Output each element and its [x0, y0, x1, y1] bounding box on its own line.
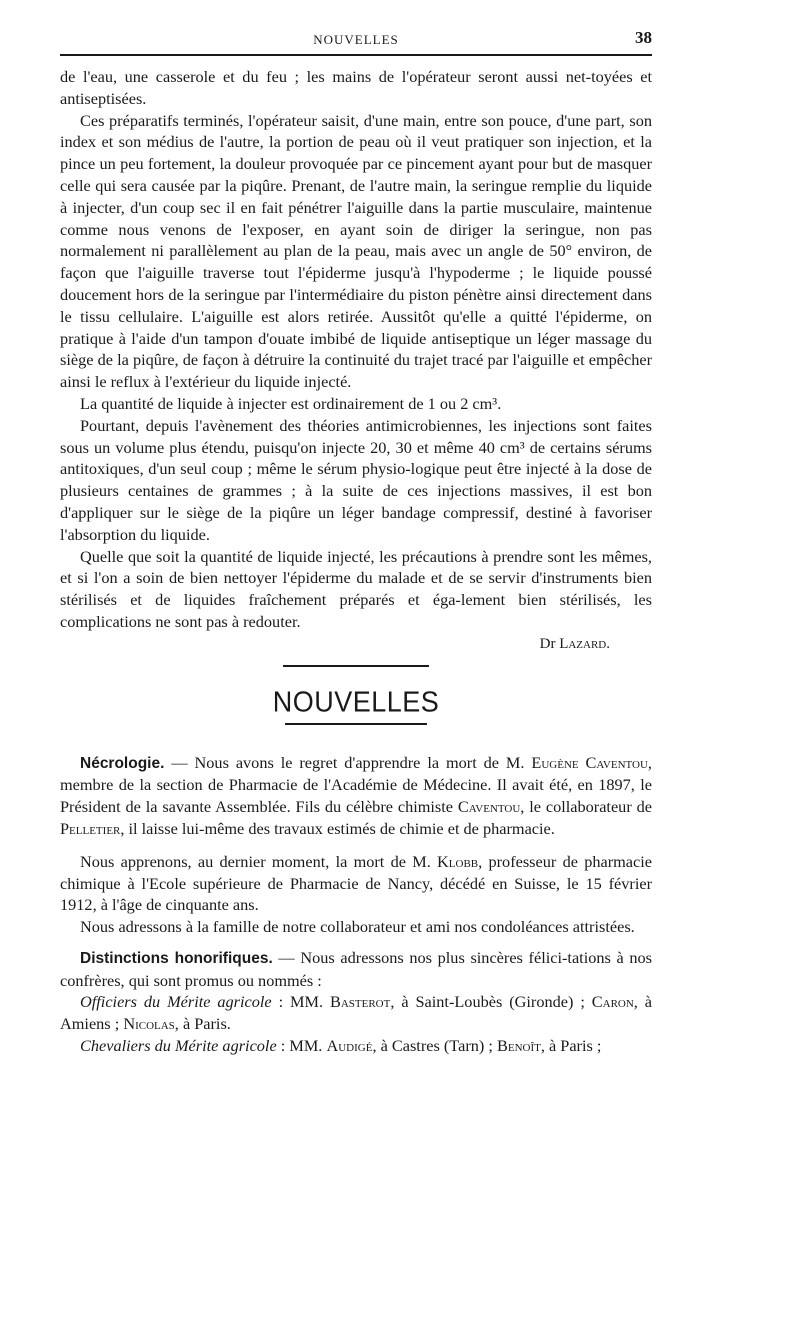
klobb-text-b: , professeur de pharmacie chimique à l'Ecole supérieure de Pharmacie de Nancy, décédé en Suisse, le 15 février 1912, à l'âge de cinquante ans.	[60, 851, 652, 915]
chevaliers-text-a: : MM.	[276, 1036, 327, 1056]
klobb-paragraph	[60, 851, 652, 916]
article-paragraph-5: Quelle que soit la quantité de liquide injecté, les précautions à prendre sont les mêmes, et si l'on a soin de bien nettoyer l'épiderme du malade et de se servir d'instruments bien stérilisés et de liquides fraîchement préparés et éga-lement bien stérilisés, les complications ne sont pas à redouter.	[60, 546, 652, 631]
title-underline	[285, 723, 427, 725]
running-title: NOUVELLES	[313, 32, 399, 47]
klobb-text-a: Nous apprenons, au dernier moment, la mort de M.	[80, 851, 438, 871]
officiers-text-d: , à Paris.	[174, 1014, 231, 1034]
journal-page	[60, 24, 652, 1057]
officiers-name-c: Nicolas	[123, 1014, 175, 1034]
chevaliers-text-b: , à Castres (Tarn) ;	[372, 1036, 497, 1056]
officiers-text-c: , à Amiens ;	[60, 992, 653, 1034]
officiers-label: Officiers du Mérite agricole	[80, 992, 272, 1012]
condoleances-paragraph: Nous adressons à la famille de notre collaborateur et ami nos condoléances attristées.	[80, 917, 635, 937]
section-title: NOUVELLES	[272, 685, 440, 718]
distinctions-paragraph	[60, 947, 652, 992]
news-body	[60, 752, 652, 1057]
author-signature	[60, 634, 652, 656]
necrologie-name-c: Pelletier	[60, 818, 121, 838]
officiers-name-b: Caron	[591, 992, 634, 1012]
section-divider	[283, 665, 429, 667]
chevaliers-text-c: , à Paris ;	[540, 1036, 602, 1056]
page-header	[60, 24, 652, 56]
necrologie-name-a: Eugène Caventou	[531, 752, 648, 772]
officiers-text-b: , à Saint-Loubès (Gironde) ;	[390, 992, 592, 1012]
chevaliers-name-a: Audigé	[326, 1036, 373, 1056]
signature-name: Lazard.	[559, 635, 610, 652]
chevaliers-paragraph	[60, 1035, 652, 1057]
article-paragraph-2: Ces préparatifs terminés, l'opérateur saisit, d'une main, entre son pouce, d'une part, son index et son médius de l'autre, la portion de peau où il veut pratiquer son injection, et la pince un peu fortement, la douleur provoquée par ce pincement ayant pour but de masquer celle qui sera causée par la piqûre. Prenant, de l'autre main, la seringue remplie du liquide à injecter, d'un coup sec il en fait pénétrer l'aiguille dans la partie musculaire, maintenue comme nous venons de l'exposer, en ayant soin de diriger la seringue, non pas normalement ni parallèlement au plan de la peau, mais avec un angle de 50° environ, de façon que l'aiguille traverse tout l'épiderme jusqu'à l'hypoderme ; le liquide poussé doucement hors de la seringue par l'intermédiaire du piston pénètre ainsi directement dans le tissu cellulaire. L'aiguille est alors retirée. Aussitôt qu'elle a quitté l'épiderme, on pratique à l'aide d'un tampon d'ouate imbibé de liquide antiseptique un léger massage du siège de la piqûre, de façon à détruire la continuité du trajet tracé par l'aiguille et empêcher ainsi le reflux à l'extérieur du liquide injecté.	[60, 110, 652, 392]
chevaliers-label: Chevaliers du Mérite agricole	[80, 1036, 277, 1056]
klobb-name: Klobb	[437, 851, 479, 871]
article-paragraph-3: La quantité de liquide à injecter est ordinairement de 1 ou 2 cm³.	[80, 393, 502, 413]
officiers-paragraph	[60, 991, 652, 1035]
chevaliers-name-b: Benoît	[496, 1036, 541, 1056]
necrologie-text-d: , il laisse lui-même des travaux estimés de chimie et de pharmacie.	[120, 818, 555, 838]
necrologie-text-c: , le collaborateur de	[520, 797, 652, 817]
necrologie-text-b: , membre de la section de Pharmacie de l'Académie de Médecine. Il avait été, en 1897, le Président de la savante Assemblée. Fils du célèbre chimiste	[60, 752, 652, 817]
signature-title: Dr	[539, 635, 556, 652]
article-body	[60, 66, 652, 656]
distinctions-label: Distinctions honorifiques.	[80, 949, 273, 967]
officiers-text-a: : MM.	[271, 992, 330, 1012]
article-paragraph-4: Pourtant, depuis l'avènement des théories antimicrobiennes, les injections sont faites sous un volume plus étendu, puisqu'on injecte 20, 30 et même 40 cm³ de certains sérums antitoxiques, d'un seul coup ; même le sérum physio-logique peut être injecté à la dose de plusieurs centaines de grammes ; à la suite de ces injections massives, il est bon d'appliquer sur le siège de la piqûre un léger bandage compressif, destiné à favoriser l'absorption du liquide.	[60, 415, 652, 544]
article-paragraph-1: de l'eau, une casserole et du feu ; les mains de l'opérateur seront aussi net-toyées et antiseptisées.	[60, 67, 652, 108]
necrologie-paragraph	[60, 752, 652, 840]
necrologie-text-a: — Nous avons le regret d'apprendre la mort de M.	[164, 752, 532, 772]
page-number: 38	[635, 28, 652, 47]
distinctions-intro: — Nous adressons nos plus sincères félici-tations à nos confrères, qui sont promus ou nommés :	[60, 947, 652, 990]
officiers-name-a: Basterot	[329, 992, 391, 1012]
necrologie-name-b: Caventou	[457, 797, 521, 817]
necrologie-label: Nécrologie.	[80, 754, 165, 772]
